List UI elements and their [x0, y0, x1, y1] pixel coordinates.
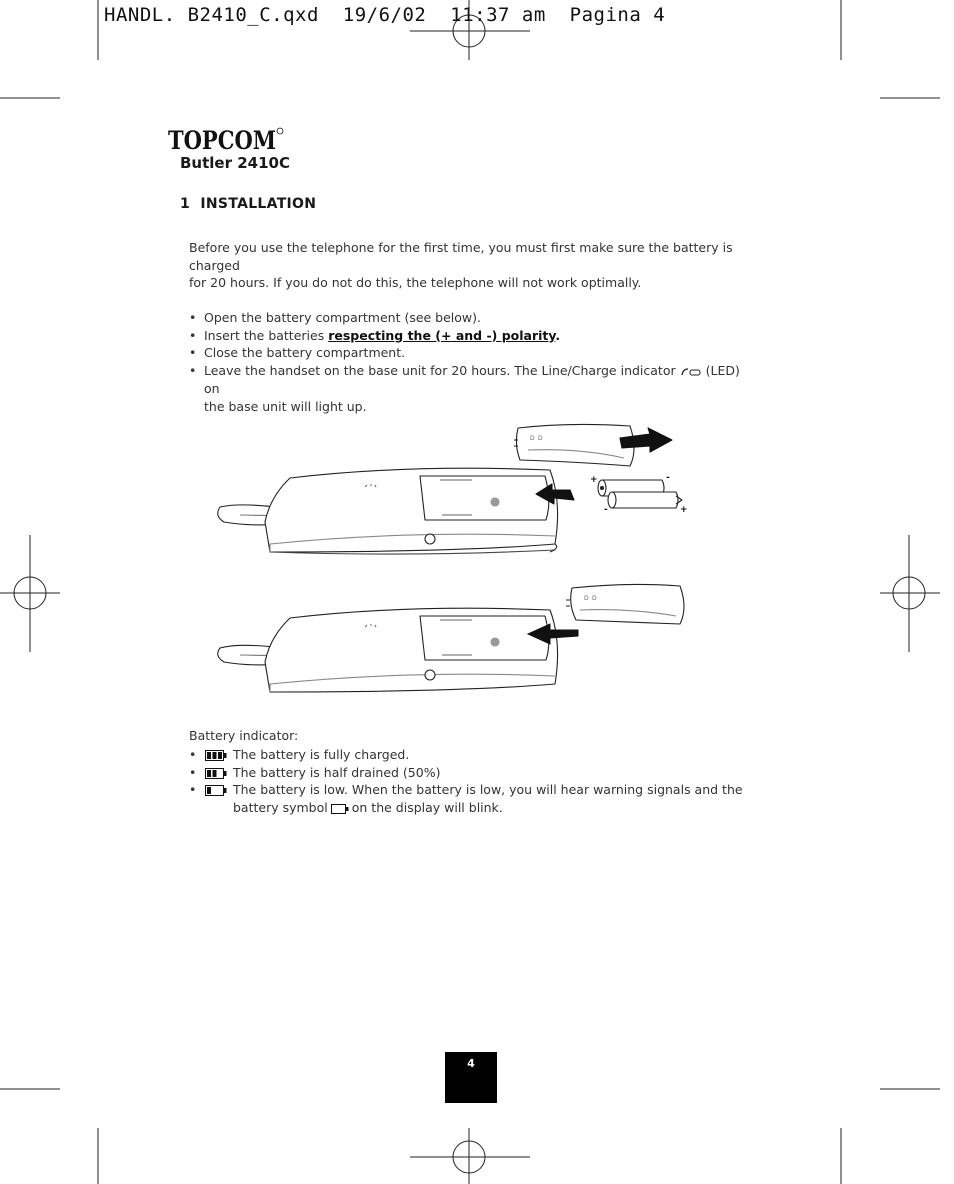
polarity-plus: +: [590, 475, 598, 485]
battery-low-text: The battery is low. When the battery is low, you will hear warning signals and the: [233, 782, 743, 798]
bullet: •: [189, 747, 197, 762]
battery-low-icon: [205, 785, 227, 796]
page-number: 4: [467, 1057, 475, 1070]
print-header: [104, 4, 665, 26]
installation-steps: [189, 309, 759, 415]
step-text: Leave the handset on the base unit for 20 hours. The Line/Charge indicator: [204, 363, 676, 379]
battery-full-text: The battery is fully charged.: [233, 747, 410, 762]
intro-line: for 20 hours. If you do not do this, the telephone will not work optimally.: [189, 275, 642, 290]
step-period: .: [555, 327, 561, 343]
battery-empty-icon: [331, 804, 349, 814]
step-text: (LED) on: [204, 363, 740, 396]
header-date: 19/6/02: [342, 4, 427, 26]
battery-low-text: battery symbol: [233, 800, 328, 816]
polarity-emphasis: respecting the (+ and -) polarity: [328, 327, 556, 343]
battery-full-icon: [205, 750, 227, 761]
battery-half-item: [189, 764, 749, 782]
step-item: [189, 327, 759, 345]
svg-text:D: D: [592, 595, 597, 602]
bullet: •: [189, 345, 197, 361]
bullet: •: [189, 327, 197, 343]
polarity-minus: -: [666, 473, 670, 483]
battery-half-icon: [205, 768, 227, 779]
battery-cover: [514, 424, 634, 466]
bullet: •: [189, 363, 197, 379]
svg-text:D: D: [584, 595, 589, 602]
header-page: Pagina 4: [569, 4, 666, 26]
line-charge-led-icon: [680, 367, 702, 377]
step-item: [189, 344, 759, 362]
handset-upper: [218, 468, 558, 554]
polarity-minus: -: [604, 505, 608, 515]
battery-low-item: [189, 781, 749, 816]
intro-line: Before you use the telephone for the first time, you must first make sure the battery is charged: [189, 240, 733, 273]
section-number: 1: [180, 196, 191, 212]
logo-text: TOPCOM: [168, 126, 276, 152]
step-item: [189, 362, 759, 415]
model-name: Butler 2410C: [180, 154, 290, 172]
header-file: HANDL. B2410_C.qxd: [104, 4, 319, 26]
battery-full-item: [189, 746, 749, 764]
battery-installation-illustration: [210, 412, 690, 702]
handset-lower: [218, 584, 684, 692]
header-time: 11:37 am: [450, 4, 546, 26]
polarity-plus: +: [680, 505, 688, 515]
intro-paragraph: [189, 239, 769, 292]
bullet: •: [189, 310, 197, 325]
section-title: INSTALLATION: [200, 196, 317, 212]
section-heading: [180, 196, 316, 212]
battery-indicator-list: [189, 746, 749, 817]
topcom-logo: [168, 126, 284, 152]
bullet: •: [189, 782, 197, 798]
battery-indicator-title: Battery indicator:: [189, 728, 299, 743]
battery-low-text: on the display will blink.: [351, 800, 503, 816]
aa-batteries: [598, 480, 682, 508]
step-text: Insert the batteries: [204, 327, 329, 343]
step-text: Close the battery compartment.: [204, 345, 406, 361]
step-text: Open the battery compartment (see below).: [204, 310, 482, 325]
svg-text:D: D: [530, 435, 535, 442]
step-text: the base unit will light up.: [204, 398, 367, 414]
svg-text:D: D: [538, 435, 543, 442]
bullet: •: [189, 764, 197, 780]
step-item: [189, 309, 759, 327]
battery-half-text: The battery is half drained (50%): [233, 764, 441, 780]
